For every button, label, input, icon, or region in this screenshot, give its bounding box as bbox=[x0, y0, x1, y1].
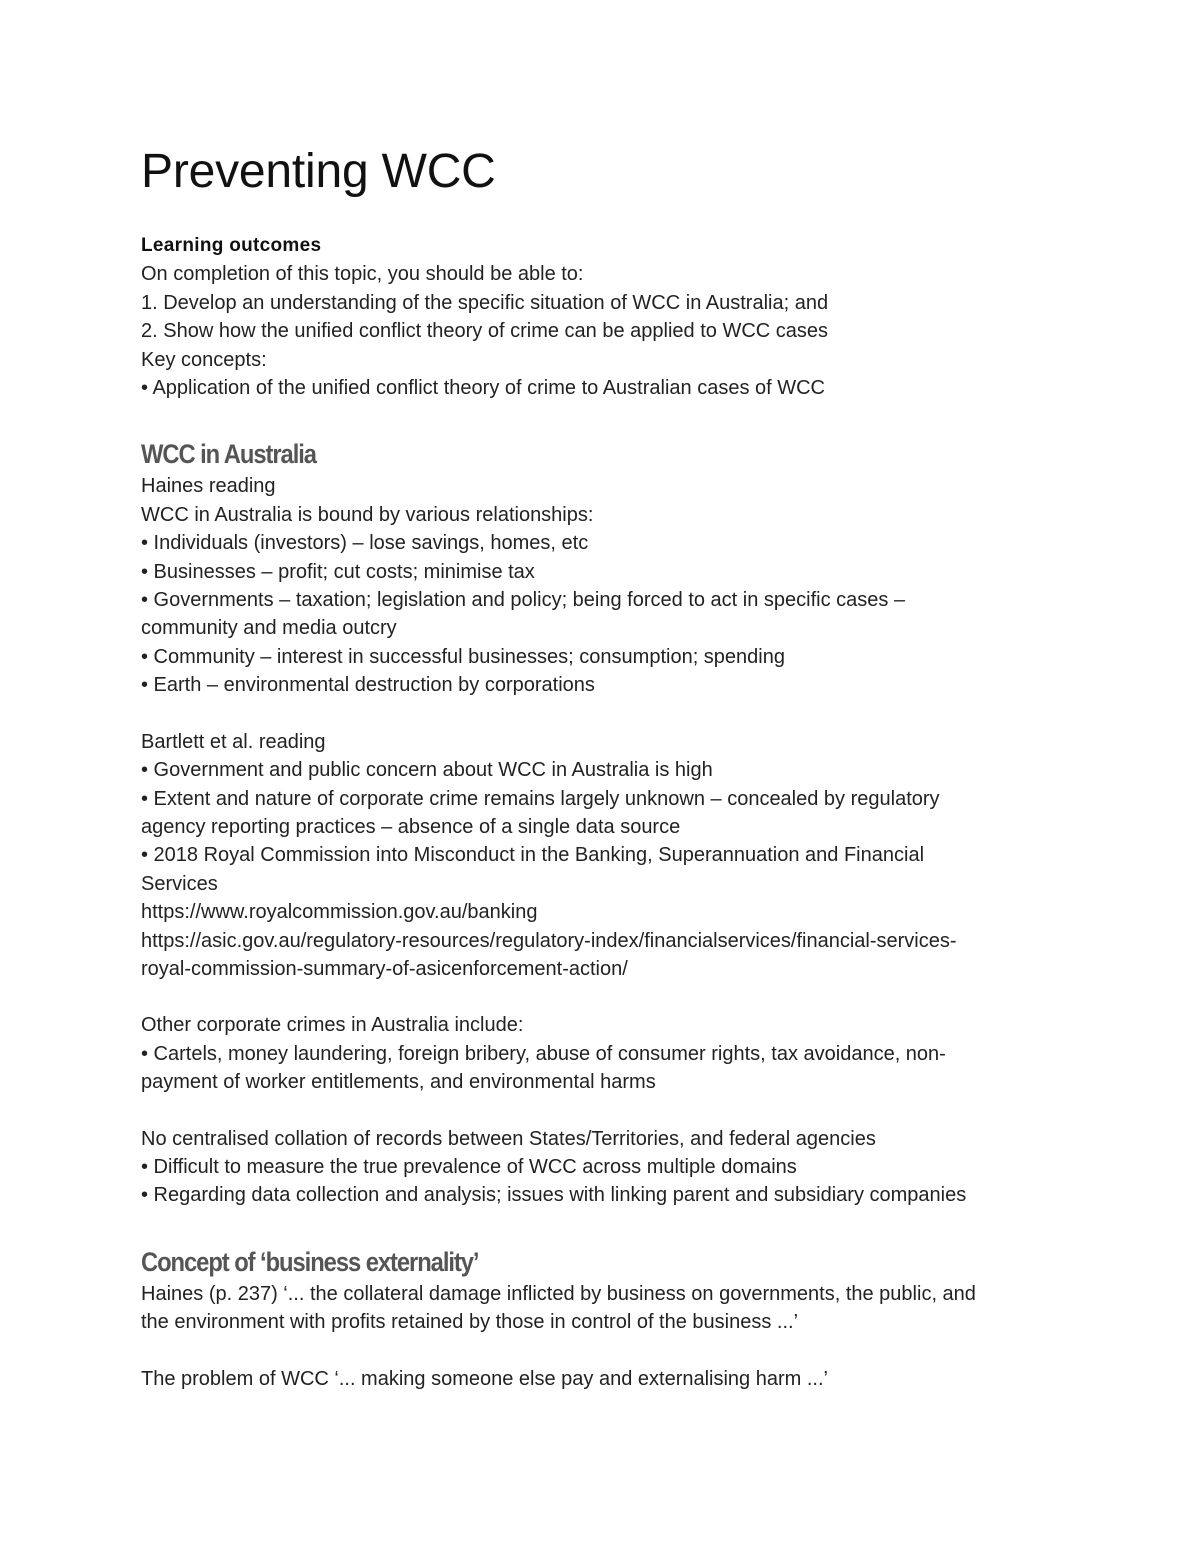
quote-line: Haines (p. 237) ‘... the collateral damage inflicted by business on governments, the public, and bbox=[141, 1282, 976, 1305]
bullet-line: • Extent and nature of corporate crime remains largely unknown – concealed by regulatory bbox=[141, 787, 940, 810]
page-title: Preventing WCC bbox=[141, 145, 496, 198]
section-wcc-in-australia bbox=[141, 436, 1061, 1209]
bullet-line: • Cartels, money laundering, foreign bribery, abuse of consumer rights, tax avoidance, non- bbox=[141, 1042, 946, 1065]
bullet-line: • Regarding data collection and analysis; issues with linking parent and subsidiary companies bbox=[141, 1184, 967, 1207]
bullet-line: • Community – interest in successful businesses; consumption; spending bbox=[141, 645, 785, 668]
bullet-line: agency reporting practices – absence of a single data source bbox=[141, 815, 681, 838]
bullet-line: • Individuals (investors) – lose savings, homes, etc bbox=[141, 532, 589, 555]
section-business-externality bbox=[141, 1244, 1061, 1393]
section-heading: Concept of ‘business externality’ bbox=[141, 1246, 479, 1277]
quote-line: the environment with profits retained by those in control of the business ...’ bbox=[141, 1311, 799, 1334]
bullet-line: community and media outcry bbox=[141, 617, 397, 640]
url-line: https://www.royalcommission.gov.au/banking bbox=[141, 901, 538, 924]
paragraph-line: The problem of WCC ‘... making someone else pay and externalising harm ...’ bbox=[141, 1367, 828, 1390]
paragraph-line: No centralised collation of records between States/Territories, and federal agencies bbox=[141, 1127, 876, 1150]
learning-line: On completion of this topic, you should be able to: bbox=[141, 263, 584, 286]
learning-line: • Application of the unified conflict theory of crime to Australian cases of WCC bbox=[141, 377, 825, 400]
url-line: royal-commission-summary-of-asicenforcement-action/ bbox=[141, 957, 628, 980]
learning-line: 2. Show how the unified conflict theory of crime can be applied to WCC cases bbox=[141, 320, 829, 343]
paragraph-line: Haines reading bbox=[141, 475, 276, 498]
bullet-line: • Governments – taxation; legislation and policy; being forced to act in specific cases – bbox=[141, 589, 906, 612]
paragraph-line: Other corporate crimes in Australia include: bbox=[141, 1014, 524, 1037]
bullet-line: Services bbox=[141, 872, 218, 895]
bullet-line: • Businesses – profit; cut costs; minimise tax bbox=[141, 560, 535, 583]
bullet-line: payment of worker entitlements, and environmental harms bbox=[141, 1071, 656, 1094]
bullet-line: • Difficult to measure the true prevalence of WCC across multiple domains bbox=[141, 1155, 797, 1178]
url-line: https://asic.gov.au/regulatory-resources/regulatory-index/financialservices/financial-services- bbox=[141, 929, 957, 952]
paragraph-line: WCC in Australia is bound by various relationships: bbox=[141, 503, 594, 526]
document-page bbox=[141, 142, 1061, 1393]
paragraph-line: Bartlett et al. reading bbox=[141, 730, 326, 753]
bullet-line: • Earth – environmental destruction by corporations bbox=[141, 674, 595, 697]
learning-outcomes-heading: Learning outcomes bbox=[141, 235, 322, 256]
bullet-line: • 2018 Royal Commission into Misconduct in the Banking, Superannuation and Financial bbox=[141, 844, 925, 867]
section-heading: WCC in Australia bbox=[141, 439, 316, 470]
bullet-line: • Government and public concern about WCC in Australia is high bbox=[141, 759, 713, 782]
learning-outcomes-block bbox=[141, 232, 1061, 402]
learning-line: Key concepts: bbox=[141, 348, 267, 371]
learning-line: 1. Develop an understanding of the specific situation of WCC in Australia; and bbox=[141, 291, 829, 314]
